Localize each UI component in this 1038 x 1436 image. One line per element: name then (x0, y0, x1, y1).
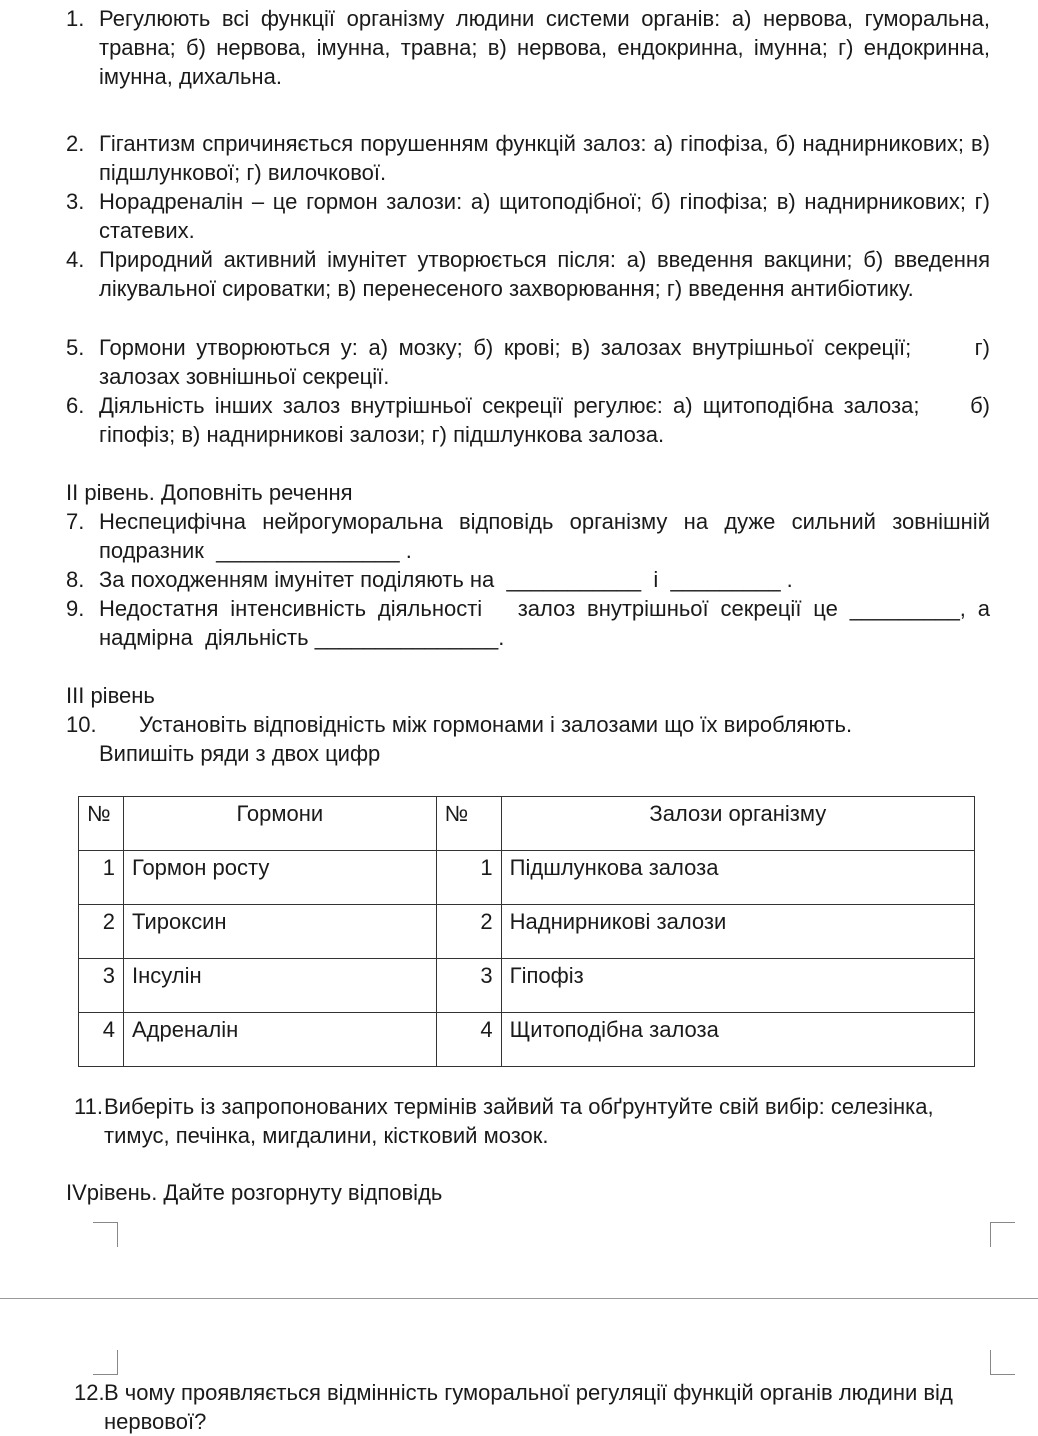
table-header: Залози організму (501, 797, 974, 851)
question-5 (66, 333, 997, 391)
question-text: Норадреналін – це гормон залози: а) щитоподібної; б) гіпофіза; в) наднирникових; г) статевих. (99, 189, 990, 243)
question-number: 2. (66, 131, 85, 156)
question-number: 11. (74, 1094, 103, 1119)
question-9 (66, 594, 997, 652)
table-cell: Підшлункова залоза (501, 851, 974, 905)
table-cell: Щитоподібна залоза (501, 1013, 974, 1067)
question-text: Діяльність інших залоз внутрішньої секреції регулює: а) щитоподібна залоза; б) гіпофіз; в) наднирникові залози; г) підшлункова залоза. (99, 393, 997, 447)
question-4 (66, 245, 990, 303)
table-cell: Інсулін (124, 959, 437, 1013)
level-2-heading: ІІ рівень. Доповніть речення (66, 480, 353, 505)
question-number: 8. (66, 567, 85, 592)
question-text: Природний активний імунітет утворюється після: а) введення вакцини; б) введення лікувальної сироватки; в) перенесеного захворювання; г) введення антибіотику. (99, 247, 990, 301)
table-cell: 3 (436, 959, 501, 1013)
table-row (79, 851, 975, 905)
question-1 (66, 4, 990, 91)
question-number: 6. (66, 393, 85, 418)
question-number: 3. (66, 189, 85, 214)
table-cell: 1 (79, 851, 124, 905)
question-text: За походженням імунітет поділяють на ___________ і _________ . (99, 567, 793, 592)
question-text-line-1: Установіть відповідність між гормонами і залозами що їх виробляють. (139, 712, 853, 737)
question-2 (66, 129, 990, 187)
question-11 (74, 1092, 984, 1150)
question-number: 4. (66, 247, 85, 272)
table-row (79, 905, 975, 959)
table-cell: 1 (436, 851, 501, 905)
hormones-glands-table (78, 796, 975, 1067)
table-header: № (436, 797, 501, 851)
table-header: Гормони (124, 797, 437, 851)
question-text: Гормони утворюються у: а) мозку; б) крові; в) залозах внутрішньої секреції; г) залозах зовнішньої секреції. (99, 335, 997, 389)
table-header: № (79, 797, 124, 851)
question-text: В чому проявляється відмінність гуморальної регуляції функцій органів людини від нервової? (104, 1380, 953, 1434)
table-row (79, 959, 975, 1013)
table-cell: Наднирникові залози (501, 905, 974, 959)
question-text: Неспецифічна нейрогуморальна відповідь організму на дуже сильний зовнішній подразник _______________ . (99, 509, 997, 563)
table-cell: 2 (436, 905, 501, 959)
question-7 (66, 507, 997, 565)
table-header-row (79, 797, 975, 851)
table-cell: Гіпофіз (501, 959, 974, 1013)
level-3-heading: ІІІ рівень (66, 683, 155, 708)
question-6 (66, 391, 997, 449)
page-break-divider (0, 1298, 1038, 1299)
question-number: 1. (66, 6, 85, 31)
table-cell: Гормон росту (124, 851, 437, 905)
table-cell: 4 (79, 1013, 124, 1067)
question-text: Гігантизм спричиняється порушенням функцій залоз: а) гіпофіза, б) наднирникових; в) підшлункової; г) вилочкової. (99, 131, 990, 185)
question-text: Недостатня інтенсивність діяльності залоз внутрішньої секреції це _________, а надмірна діяльність _______________. (99, 596, 997, 650)
table-cell: 4 (436, 1013, 501, 1067)
crop-mark-top-left (93, 1222, 118, 1247)
table-row (79, 1013, 975, 1067)
table-cell: Тироксин (124, 905, 437, 959)
question-text: Виберіть із запропонованих термінів зайвий та обґрунтуйте свій вибір: селезінка, тимус, печінка, мигдалини, кістковий мозок. (104, 1094, 934, 1148)
question-12 (74, 1378, 984, 1436)
question-8 (66, 565, 990, 594)
question-number: 10. (66, 712, 97, 737)
question-number: 7. (66, 509, 85, 534)
crop-mark-bottom-right (990, 1350, 1015, 1375)
question-text: Регулюють всі функції організму людини системи органів: а) нервова, гуморальна, травна; б) нервова, імунна, травна; в) нервова, ендокринна, імунна; г) ендокринна, імунна, дихальна. (99, 6, 990, 89)
question-number: 12. (74, 1380, 105, 1405)
question-3 (66, 187, 990, 245)
question-number: 9. (66, 596, 85, 621)
table-cell: Адреналін (124, 1013, 437, 1067)
level-4-heading: ІVрівень. Дайте розгорнуту відповідь (66, 1180, 443, 1205)
question-text-line-2: Випишіть ряди з двох цифр (99, 741, 381, 766)
crop-mark-bottom-left (93, 1350, 118, 1375)
question-number: 5. (66, 335, 85, 360)
crop-mark-top-right (990, 1222, 1015, 1247)
table-cell: 2 (79, 905, 124, 959)
table-cell: 3 (79, 959, 124, 1013)
question-10 (66, 710, 990, 768)
